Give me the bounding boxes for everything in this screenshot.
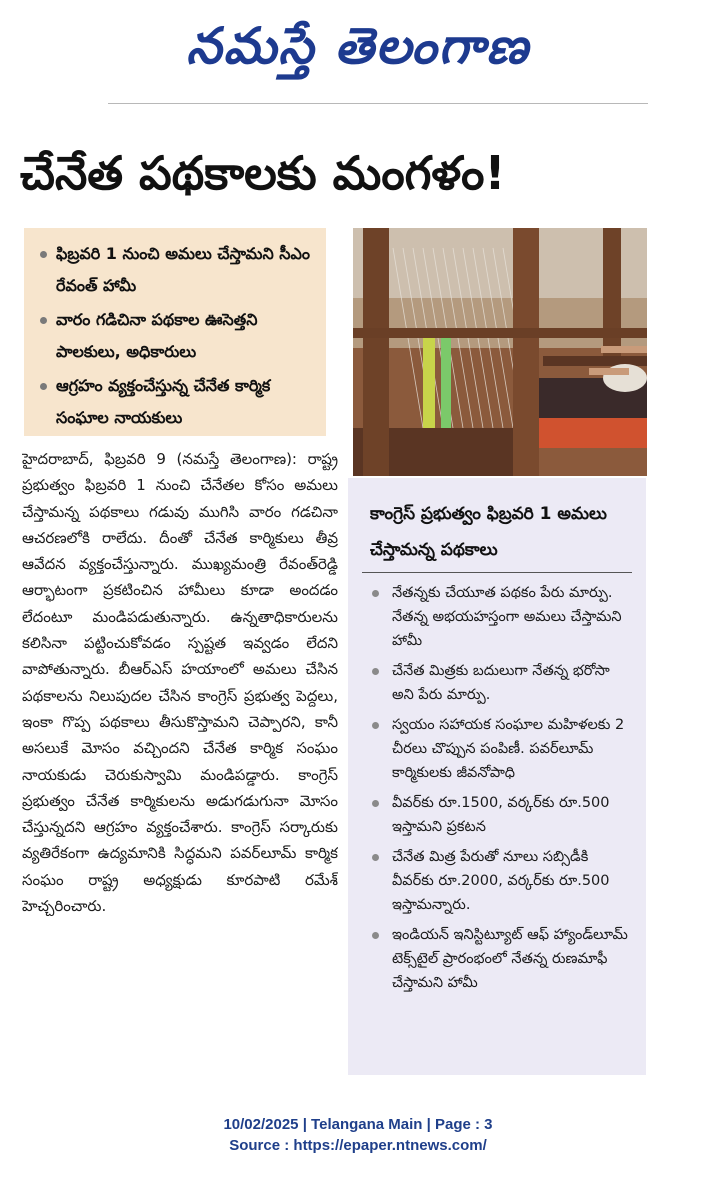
sidebar-list-item: చేనేత మిత్రకు బదులుగా నేతన్న భరోసా అని పేరు మార్పు. [362, 659, 632, 707]
highlight-item: ఫిబ్రవరి 1 నుంచి అమలు చేస్తామని సీఎం రేవంత్ హామీ [38, 238, 316, 302]
article-body: హైదరాబాద్, ఫిబ్రవరి 9 (నమస్తే తెలంగాణ): రాష్ట్ర ప్రభుత్వం ఫిబ్రవరి 1 నుంచి చేనేతల కోసం అమలు చేస్తామన్న పథకాలు గడువు ముగిసి వారం గడచినా ఆచరణలోకి రాలేదు. దీంతో చేనేత కార్మికులు తీవ్ర ఆవేదన వ్యక్తంచేస్తున్నారు. ముఖ్యమంత్రి రేవంత్‌రెడ్డి ఆర్భాటంగా ప్రకటించిన హామీలు కూడా అందడం లేదంటూ మండిపడుతున్నారు. ఉన్నతాధికారులను కలిసినా పట్టించుకోవడం స్పష్టత ఇవ్వడం లేదని వాపోతున్నారు. బీఆర్‌ఎస్ హయాంలో అమలు చేసిన పథకాలను నిలుపుదల చేసిన కాంగ్రెస్ ప్రభుత్వ పెద్దలు, ఇంకా గొప్ప పథకాలు తీసుకొస్తామని చెప్పారని, కానీ అసలుకే మోసం వచ్చిందని చేనేత కార్మిక సంఘం నాయకుడు చెరుకుస్వామి మండిపడ్డారు. కాంగ్రెస్ ప్రభుత్వం చేనేత కార్మికులను అడుగడుగునా మోసం చేస్తున్నదని ఆగ్రహం వ్యక్తంచేశారు. కాంగ్రెస్ సర్కారుకు వ్యతిరేకంగా ఉద్యమానికి సిద్ధమని పవర్‌లూమ్ కార్మిక సంఘం రాష్ట్ర అధ్యక్షుడు కూరపాటి రమేశ్ హెచ్చరించారు. [22, 450, 338, 916]
masthead [0, 6, 716, 86]
page-footer [0, 1114, 716, 1156]
footer-source-link[interactable]: Source : https://epaper.ntnews.com/ [229, 1137, 487, 1154]
sidebar-divider [362, 572, 632, 573]
sidebar-list-item: ఇండియన్ ఇనిస్టిట్యూట్ ఆఫ్ హ్యాండ్‌లూమ్ టెక్స్‌టైల్ ప్రారంభంలో నేతన్న రుణమాఫీ చేస్తామని హామీ [362, 923, 632, 995]
sidebar-list-item: చేనేత మిత్ర పేరుతో నూలు సబ్సిడీకి వీవర్‌కు రూ.2000, వర్కర్‌కు రూ.500 ఇస్తామన్నారు. [362, 845, 632, 917]
handloom-illustration [353, 228, 647, 476]
highlight-item: ఆగ్రహం వ్యక్తంచేస్తున్న చేనేత కార్మిక సంఘాల నాయకులు [38, 370, 316, 434]
masthead-divider [108, 103, 648, 104]
headline: చేనేత పథకాలకు మంగళం! [20, 146, 506, 200]
sidebar-list-item: వీవర్‌కు రూ.1500, వర్కర్‌కు రూ.500 ఇస్తామని ప్రకటన [362, 791, 632, 839]
handloom-photo [353, 228, 647, 476]
footer-date-edition: 10/02/2025 | Telangana Main | Page : 3 [223, 1116, 493, 1133]
sidebar-title: కాంగ్రెస్ ప్రభుత్వం ఫిబ్రవరి 1 అమలు చేస్తామన్న పథకాలు [370, 504, 607, 560]
highlight-item: వారం గడిచినా పథకాల ఊసెత్తని పాలకులు, అధికారులు [38, 304, 316, 368]
masthead-title: నమస్తే తెలంగాణ [186, 17, 530, 75]
schemes-sidebar [348, 478, 646, 1075]
sidebar-list-item: స్వయం సహాయక సంఘాల మహిళలకు 2 చీరలు చొప్పున పంపిణీ. పవర్‌లూమ్ కార్మికులకు జీవనోపాధి [362, 713, 632, 785]
sidebar-list-item: నేతన్నకు చేయూత పథకం పేరు మార్పు. నేతన్న అభయహస్తంగా అమలు చేస్తామని హామీ [362, 581, 632, 653]
highlights-box [24, 228, 326, 436]
